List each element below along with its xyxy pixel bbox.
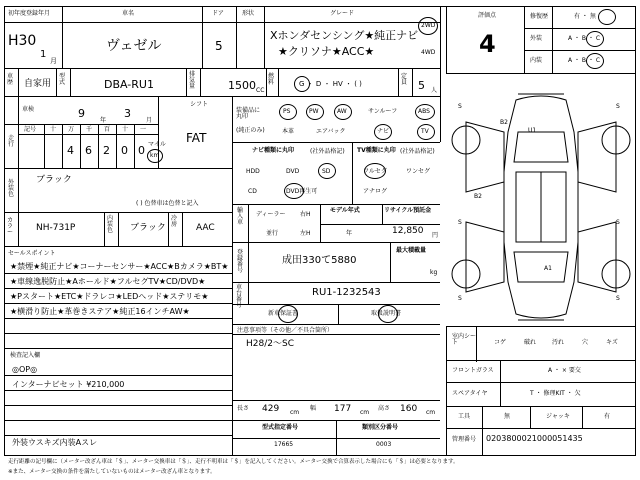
spare-value: T ・ 修理KIT ・ 欠	[530, 390, 581, 397]
divider	[4, 96, 440, 97]
divider	[98, 124, 99, 168]
import-parallel: 並行	[266, 230, 279, 237]
divider	[56, 68, 57, 96]
inspection-year: 9	[78, 107, 85, 120]
divider	[232, 96, 233, 456]
warranty-manual: 取扱説明書	[371, 310, 402, 317]
footer-line1: 走行距離の記号欄に（メーター改ざん車は「＄」、メーター交換車は「＄」、走行不明車は「＄」を記入してください。メーター交換で合算表示した場合にも「＄」は必要となります。	[8, 459, 459, 465]
mileage-header: 百	[104, 126, 111, 133]
divider	[4, 375, 232, 376]
mileage-unit-km: km	[150, 152, 160, 159]
diagram-label-s: S	[458, 295, 462, 302]
divider	[398, 68, 399, 96]
grade-score-label: 評価点	[478, 12, 497, 19]
equipment-label: 装備品に丸印	[236, 107, 261, 120]
mileage-digit: 4	[67, 144, 74, 157]
navi-sub: (社外品格記)	[310, 148, 345, 155]
tool-label: 工具	[458, 413, 471, 420]
inspection-month: 3	[124, 107, 131, 120]
divider	[202, 6, 203, 68]
plate-label: 登録番号	[237, 249, 244, 274]
diagram-label-s: S	[616, 103, 620, 110]
type-designation-value: 17665	[274, 441, 294, 448]
inspector-label: 検査記入欄	[10, 352, 41, 359]
fuel-options: G ・ D ・ HV ・ ( )	[299, 80, 362, 88]
exterior-label: 外装	[530, 35, 543, 42]
displacement-unit: CC	[256, 87, 265, 94]
width-value: 177	[334, 404, 352, 414]
exterior-circle	[586, 31, 604, 47]
recycle-value: 12,850	[392, 226, 424, 236]
divider	[62, 124, 63, 168]
seat-item: キズ	[606, 339, 618, 346]
jack-label: ジャッキ	[546, 413, 570, 420]
displacement-label: 排気量	[189, 71, 196, 90]
divider	[320, 224, 440, 225]
divider	[232, 304, 440, 305]
seat-item: コゲ	[494, 339, 507, 346]
recycle-label: リサイクル預託金	[384, 207, 432, 214]
divider	[44, 124, 45, 168]
shape-label: 形状	[242, 10, 255, 17]
divider	[4, 420, 232, 421]
inspection-month-unit: 月	[146, 117, 153, 124]
glass-label: フロントガラス	[452, 367, 494, 374]
divider	[4, 246, 232, 247]
navi-cd: CD	[248, 188, 257, 195]
divider	[236, 6, 237, 68]
diagram-label-a1: A1	[544, 265, 552, 272]
color-code: NH-731P	[36, 223, 76, 233]
divider	[200, 68, 201, 96]
divider	[18, 68, 19, 96]
navi-title: ナビ種類に丸印	[252, 147, 295, 154]
mileage-header: 十	[122, 126, 129, 133]
equip-ps: PS	[283, 108, 291, 115]
type-designation-label: 型式指定番号	[262, 424, 299, 431]
equip-pw: PW	[309, 108, 319, 115]
drive-4wd: 4WD	[421, 49, 436, 56]
divider	[582, 406, 583, 428]
fuel-label: 燃料	[268, 73, 275, 86]
divider	[440, 6, 441, 142]
reg-month: 1	[40, 49, 47, 60]
notice-value: H28/2〜SC	[246, 339, 294, 349]
model-year-label: モデル年式	[330, 207, 360, 214]
navi-dvd: DVD	[286, 168, 300, 175]
divider	[80, 124, 81, 168]
jack-value: 有	[604, 413, 611, 420]
ac-label: 冷房	[171, 215, 178, 228]
height-unit: cm	[426, 409, 436, 416]
diagram-label-s: S	[458, 219, 462, 226]
chassis-label: 車台番号	[236, 284, 243, 309]
divider	[248, 204, 249, 242]
repair-options: 有 ・ 無	[574, 13, 596, 20]
interior-color: ブラック	[130, 223, 166, 233]
category-label: 類別区分番号	[362, 424, 399, 431]
grade-line1: Xホンダセンシング★純正ナビ	[270, 29, 419, 42]
diagram-label-s: S	[616, 219, 620, 226]
equip-tv: TV	[421, 128, 429, 135]
divider	[4, 333, 232, 334]
mileage-header: 千	[86, 126, 93, 133]
mileage-header: 記号	[24, 126, 37, 133]
car-name: ヴェゼル	[106, 38, 162, 54]
divider	[4, 405, 232, 406]
divider	[382, 204, 383, 224]
divider	[524, 28, 636, 29]
color-note: ( ) 色替車は色替と記入	[136, 200, 199, 207]
divider	[182, 212, 183, 246]
divider	[390, 242, 391, 282]
color-label: 外装色	[8, 179, 15, 198]
ac: AAC	[196, 223, 215, 233]
mgmt-value: 0203800021000051435	[486, 434, 583, 443]
drive-2wd: 2WD	[421, 22, 436, 29]
inspector-line1: ◎OP◎	[12, 365, 38, 374]
displacement: 1500	[228, 79, 256, 92]
length-unit: cm	[290, 409, 300, 416]
reg-month-unit: 月	[50, 57, 57, 65]
seat-item: 破れ	[524, 339, 537, 346]
divider	[446, 382, 636, 383]
import-label: 輸入車	[237, 207, 244, 226]
divider	[4, 390, 232, 391]
mileage-header: 一	[140, 126, 147, 133]
mileage-header: 十	[50, 126, 57, 133]
mileage-digit: 2	[103, 144, 110, 157]
sales-point-line: ★横滑り防止★革巻きステア★純正16インチAW★	[10, 307, 190, 316]
repair-label: 修復歴	[530, 13, 549, 20]
divider	[232, 334, 440, 335]
interior-grade-label: 内装	[530, 57, 543, 64]
divider	[320, 204, 321, 242]
tv-sub: (社外品格記)	[400, 148, 435, 155]
divider	[338, 304, 339, 324]
seat-label: 室内シート	[452, 333, 477, 346]
divider	[476, 326, 477, 362]
width-label: 幅	[310, 405, 317, 412]
divider	[168, 212, 169, 246]
spare-label: スペアタイヤ	[452, 390, 488, 397]
navi-dvd-play: DVD再生可	[286, 188, 318, 195]
divider	[232, 282, 440, 283]
tv-title: TV種類に丸印	[357, 147, 396, 154]
shift: FAT	[186, 131, 207, 145]
seat-item: 穴	[582, 339, 589, 346]
model-label: 型式	[59, 73, 66, 86]
category-value: 0003	[376, 441, 392, 448]
inspection-year-unit: 年	[100, 117, 107, 124]
import-right: 右H	[300, 211, 311, 218]
length-value: 429	[262, 404, 280, 414]
divider	[232, 400, 440, 401]
divider	[530, 406, 531, 428]
divider	[524, 6, 525, 74]
capacity-label: 定員	[401, 73, 408, 86]
divider	[18, 134, 158, 135]
mileage-digit: 0	[138, 144, 145, 157]
sales-point-line: ★車線逸脱防止★Aホールド★フルセグTV★CD/DVD★	[10, 277, 206, 286]
usage-label: 車歴	[7, 73, 14, 86]
divider	[524, 50, 636, 51]
divider	[482, 406, 483, 456]
model-year-unit: 年	[346, 230, 353, 237]
footer-line2: ※また、メーター交換の条件を満たしていないものはメーター改ざん車となります。	[8, 469, 216, 475]
mileage-digit: 6	[85, 144, 92, 157]
divider	[4, 303, 232, 304]
equip-abs: ABS	[418, 108, 430, 115]
interior-circle	[586, 53, 604, 69]
divider	[446, 406, 636, 407]
divider	[352, 142, 353, 204]
usage: 自家用	[24, 79, 52, 89]
tv-fullseg: フルセグ	[363, 168, 387, 175]
seat-item: 汚れ	[552, 339, 565, 346]
divider	[4, 288, 232, 289]
divider	[4, 273, 232, 274]
divider	[4, 348, 232, 349]
grade-label: グレード	[330, 10, 355, 17]
divider	[232, 242, 440, 243]
diagram-label-b2: B2	[474, 193, 482, 200]
divider	[104, 212, 105, 246]
equip-airbag: エアバック	[316, 128, 346, 135]
color-code-label: カラー	[7, 217, 14, 236]
divider	[70, 68, 71, 96]
exterior-options: A ・ B ・ C	[568, 35, 601, 42]
divider	[264, 6, 265, 68]
doors-label: ドア	[212, 10, 224, 17]
color-value: ブラック	[36, 175, 72, 185]
divider	[4, 318, 232, 319]
divider	[278, 68, 279, 96]
height-label: 高さ	[378, 405, 391, 412]
length-label: 長さ	[237, 405, 250, 412]
divider	[116, 124, 117, 168]
mileage-label: 走行	[8, 135, 15, 148]
model: DBA-RU1	[104, 78, 154, 91]
warranty-new-car: 新車保証書	[268, 310, 299, 317]
mileage-unit-mile: マイル	[148, 141, 166, 148]
recycle-unit: 円	[432, 232, 439, 239]
tool-value: 無	[504, 413, 511, 420]
grade-line2: ★クリソナ★ACC★	[278, 45, 375, 58]
notice-label: 注意事項等（その他／不具合箇所）	[237, 327, 334, 334]
divider	[446, 428, 636, 429]
diagram-label-s: S	[616, 295, 620, 302]
divider	[266, 68, 267, 96]
divider	[18, 96, 19, 246]
divider	[552, 6, 553, 74]
divider	[62, 6, 63, 68]
divider	[412, 68, 413, 96]
divider	[446, 360, 636, 361]
equipment-sublabel: (純正のみ)	[236, 127, 265, 134]
divider	[232, 324, 440, 325]
max-load-label: 最大積載量	[396, 247, 427, 254]
shift-label: シフト	[190, 101, 209, 108]
tv-oneseg: ワンセグ	[406, 168, 431, 175]
inspection-label: 車検	[22, 106, 35, 113]
divider	[186, 68, 187, 96]
divider	[118, 212, 119, 246]
sales-point-label: セールスポイント	[8, 250, 56, 257]
max-load-unit: kg	[430, 269, 438, 276]
car-damage-diagram	[446, 92, 636, 322]
divider	[336, 420, 337, 456]
mileage-digit: 0	[121, 144, 128, 157]
equip-navi: ナビ	[377, 128, 390, 135]
mileage-header: 万	[68, 126, 75, 133]
grade-score: 4	[479, 30, 496, 58]
divider	[232, 204, 440, 205]
equip-leather: 本革	[282, 128, 295, 135]
navi-sd: SD	[322, 168, 331, 175]
equip-aw: AW	[337, 108, 347, 115]
reg-year: H30	[8, 33, 37, 49]
chassis-value: RU1-1232543	[312, 287, 381, 298]
plate-value: 成田330て5880	[282, 255, 357, 266]
divider	[500, 360, 501, 406]
divider	[248, 242, 249, 304]
equip-sunroof: サンルーフ	[368, 108, 398, 115]
sales-point-line: ★Pスタート★ETC★ドラレコ★LEDヘッド★ステリモ★	[10, 292, 209, 301]
divider	[4, 22, 440, 23]
diagram-label-s: S	[458, 103, 462, 110]
width-unit: cm	[360, 409, 370, 416]
height-value: 160	[400, 404, 418, 414]
glass-value: A ・ × 要交	[548, 367, 581, 374]
navi-hdd: HDD	[246, 168, 260, 175]
car-name-label: 車名	[122, 10, 135, 17]
divider	[4, 168, 232, 169]
interior-label: 内装色	[107, 215, 114, 234]
diagram-label-b2: B2	[500, 119, 508, 126]
import-dealer: ディーラー	[256, 211, 286, 218]
diagram-label-u1: U1	[528, 127, 537, 134]
divider	[134, 124, 135, 168]
inspector-line2: インターナビセット ¥210,000	[12, 380, 125, 389]
reg-year-label: 初年度登録年月	[8, 10, 51, 17]
divider	[4, 435, 232, 436]
capacity-unit: 人	[431, 87, 438, 94]
divider	[232, 142, 440, 143]
inspector-footer: 外装ウスキズ内装Aスレ	[12, 438, 98, 447]
mgmt-label: 管理番号	[452, 436, 477, 443]
import-left: 左H	[300, 230, 311, 237]
repair-circle	[598, 9, 616, 25]
doors: 5	[215, 39, 223, 53]
tv-analog: アナログ	[363, 188, 388, 195]
sales-point-line: ★禁煙★純正ナビ★コーナーセンサー★ACC★Bカメラ★BT★	[10, 262, 229, 271]
interior-grade-options: A ・ B ・ C	[568, 57, 601, 64]
capacity: 5	[418, 79, 425, 92]
